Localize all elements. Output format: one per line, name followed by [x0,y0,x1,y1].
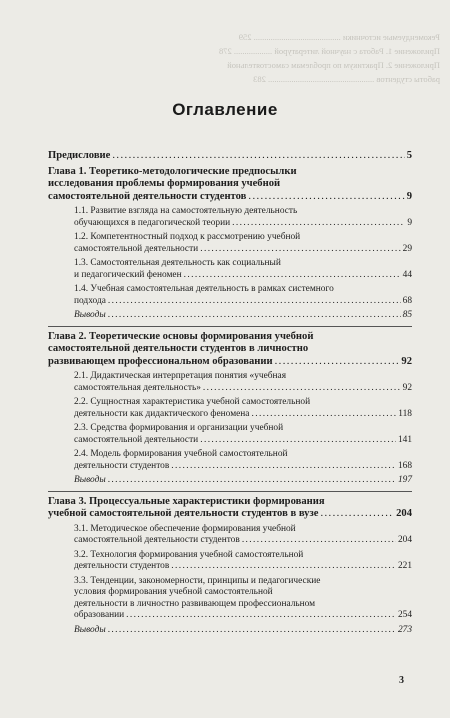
toc-page-number: 118 [398,408,412,419]
toc-entry-text: Выводы [74,624,106,635]
toc-entry-text: самостоятельной деятельности студентов [48,190,247,202]
toc-section-entry[interactable] [48,423,412,446]
toc-chapter-entry[interactable] [48,496,412,521]
toc-section-entry[interactable] [48,232,412,255]
toc-page-number: 204 [397,535,412,545]
toc-entry-text: Выводы [74,475,106,485]
dot-leader [184,270,401,282]
toc-section-entry[interactable] [48,371,412,394]
toc-page-number: 44 [402,269,412,280]
toc-entry-text: деятельности как дидактического феномена [74,408,250,419]
bleed-through-text [150,30,440,86]
toc-entry-text: учебной самостоятельной деятельности студентов в вузе [48,508,319,519]
toc-section-entry[interactable] [48,550,412,573]
toc-entry-text: 1.4. Учебная самостоятельная деятельность в рамках системного [74,284,334,294]
toc-entry-text: самостоятельной деятельности [74,243,199,254]
toc-section-entry[interactable] [48,206,412,229]
page-title: Оглавление [172,100,278,119]
dot-leader [275,356,400,369]
dot-leader [171,561,396,573]
toc-entry-text: обучающихся в педагогической теории [74,217,231,228]
toc-conclusion-entry[interactable] [48,475,412,487]
toc-entry-text: самостоятельной деятельности студентов в личностно [48,343,309,354]
toc-entry-text: 1.2. Компетентностный подход к рассмотрению учебной [74,232,301,242]
toc-entry-text: Выводы [74,310,106,320]
toc-page-number: 68 [402,295,412,306]
bleed-line: работы студентов .................................................. 283 [253,74,440,84]
bleed-line: Приложение 1. Работа с научной литературой .................. 278 [219,46,440,56]
toc-page-number: 92 [401,355,412,367]
toc-section-entry[interactable] [48,397,412,420]
toc-conclusion-entry[interactable] [48,625,412,637]
dot-leader [108,625,396,637]
dot-leader [203,383,401,395]
chapter-divider [48,491,412,492]
toc-entry-text: самостоятельной деятельности студентов [74,535,240,545]
dot-leader [112,150,404,163]
toc-entry-text: Глава 3. Процессуальные характеристики формирования [48,495,325,507]
toc-entry-text: образовании [74,610,125,620]
toc-entry-text: 3.3. Тенденции, закономерности, принципы и педагогические [74,575,321,586]
toc-page-number: 9 [407,217,412,228]
toc-entry-text: 1.3. Самостоятельная деятельность как социальный [74,258,281,268]
toc-entry-text: самостоятельная деятельность» [74,382,201,393]
toc-entry-text: самостоятельной деятельности [74,434,199,445]
bleed-line: Приложение 2. Практикум по проблемам самостоятельной [227,60,440,70]
toc-page-number: 141 [397,434,412,445]
toc-entry-text: деятельности студентов [74,460,170,471]
dot-leader [242,535,396,547]
toc-entry-text: 2.4. Модель формирования учебной самостоятельной [74,449,288,459]
toc-entry-text: 2.1. Дидактическая интерпретация понятия «учебная [74,371,287,381]
toc-section-entry[interactable] [48,576,412,622]
toc-entry-text: 1.1. Развитие взгляда на самостоятельную деятельность [74,206,298,216]
dot-leader [320,508,394,521]
toc-entry-text: и педагогический феномен [74,269,182,280]
toc-page-number: 92 [402,382,412,393]
toc-page-number: 85 [402,310,412,320]
toc-entry-text: Глава 2. Теоретические основы формирования учебной [48,330,314,342]
toc-entry-text: исследования проблемы формирования учебной [48,178,281,189]
dot-leader [108,310,401,322]
toc-page-number: 197 [397,475,412,485]
toc-entry-text: условия формирования учебной самостоятельной [74,587,273,597]
toc-entry-text: 2.2. Сущностная характеристика учебной самостоятельной [74,397,311,407]
toc-entry-text: развивающем профессиональном образовании [48,355,273,367]
dot-leader [200,435,396,447]
dot-leader [171,461,396,473]
bleed-line: Рекомендуемые источники ......................................... 259 [238,32,440,42]
toc-entry-text: 2.3. Средства формирования и организации учебной [74,423,284,433]
toc-entry-text: Глава 1. Теоретико-методологические предпосылки [48,165,297,177]
toc-page-number: 254 [397,610,412,620]
toc-page-number: 273 [397,624,412,635]
toc-page-number: 204 [396,508,412,519]
toc-page-number: 168 [397,460,412,471]
dot-leader [108,475,396,487]
toc-section-entry[interactable] [48,449,412,472]
page-number: 3 [399,675,404,686]
toc-chapter-entry[interactable] [48,331,412,369]
dot-leader [108,296,401,308]
toc-entry-text: 3.2. Технология формирования учебной самостоятельной [74,549,304,560]
table-of-contents [48,150,412,639]
toc-section-entry[interactable] [48,524,412,547]
toc-entry-text: деятельности студентов [74,561,170,571]
dot-leader [200,244,400,256]
toc-section-entry[interactable] [48,284,412,307]
toc-page-number: 221 [397,561,412,571]
toc-page-number: 5 [406,150,412,161]
toc-chapter-entry[interactable] [48,150,412,163]
chapter-divider [48,326,412,327]
toc-entry-text: 3.1. Методическое обеспечение формирования учебной [74,523,296,534]
toc-page-number: 9 [406,190,412,202]
toc-entry-text: деятельности в личностно развивающем профессиональном [74,598,316,609]
dot-leader [126,610,396,622]
dot-leader [251,409,396,421]
toc-chapter-entry[interactable] [48,166,412,204]
toc-conclusion-entry[interactable] [48,310,412,322]
toc-page-number: 29 [402,243,412,254]
toc-entry-text: Предисловие [48,150,111,161]
dot-leader [248,191,404,204]
dot-leader [232,218,405,230]
toc-entry-text: подхода [74,295,106,306]
toc-section-entry[interactable] [48,258,412,281]
